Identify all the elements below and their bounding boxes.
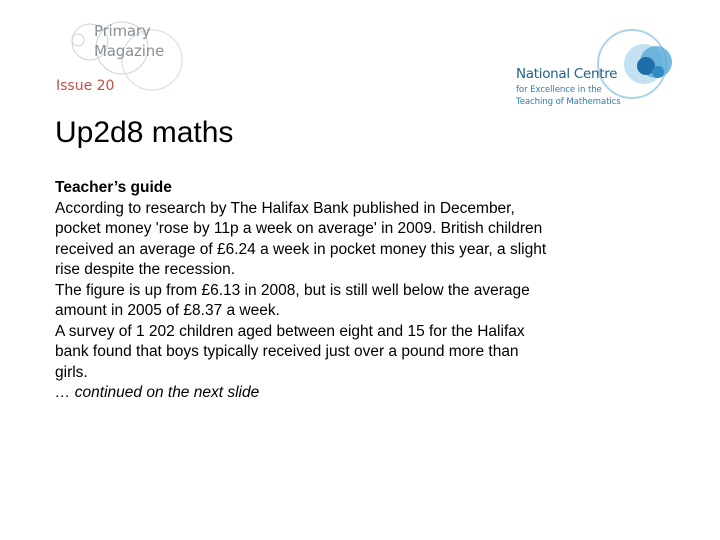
paragraph-figures: The figure is up from £6.13 in 2008, but is still well below the average amount in 2005 of £8.37 a week. xyxy=(55,281,530,319)
ncetm-subtitle-line2: Teaching of Mathematics xyxy=(516,97,621,107)
paragraph-research: According to research by The Halifax Bank published in December, pocket money 'rose by 11p a week on average' in 2009. British children received an average of £6.24 a week in pocket money this year, a slight rise despite the recession. xyxy=(55,199,547,278)
teachers-guide-heading: Teacher’s guide xyxy=(55,179,172,196)
slide-body xyxy=(55,178,555,404)
ncetm-logo xyxy=(512,28,712,118)
ncetm-title: National Centre xyxy=(516,66,618,82)
ncetm-subtitle-line1: for Excellence in the xyxy=(516,85,602,95)
magazine-name-line2: Magazine xyxy=(94,42,165,60)
issue-number: Issue 20 xyxy=(56,78,115,94)
paragraph-survey: A survey of 1 202 children aged between eight and 15 for the Halifax bank found that boys typically received just over a pound more than girls. xyxy=(55,322,525,381)
primary-magazine-logo xyxy=(52,18,192,108)
magazine-name-line1: Primary xyxy=(94,22,151,40)
slide-title: Up2d8 maths xyxy=(55,116,234,149)
continued-note: … continued on the next slide xyxy=(55,384,260,401)
